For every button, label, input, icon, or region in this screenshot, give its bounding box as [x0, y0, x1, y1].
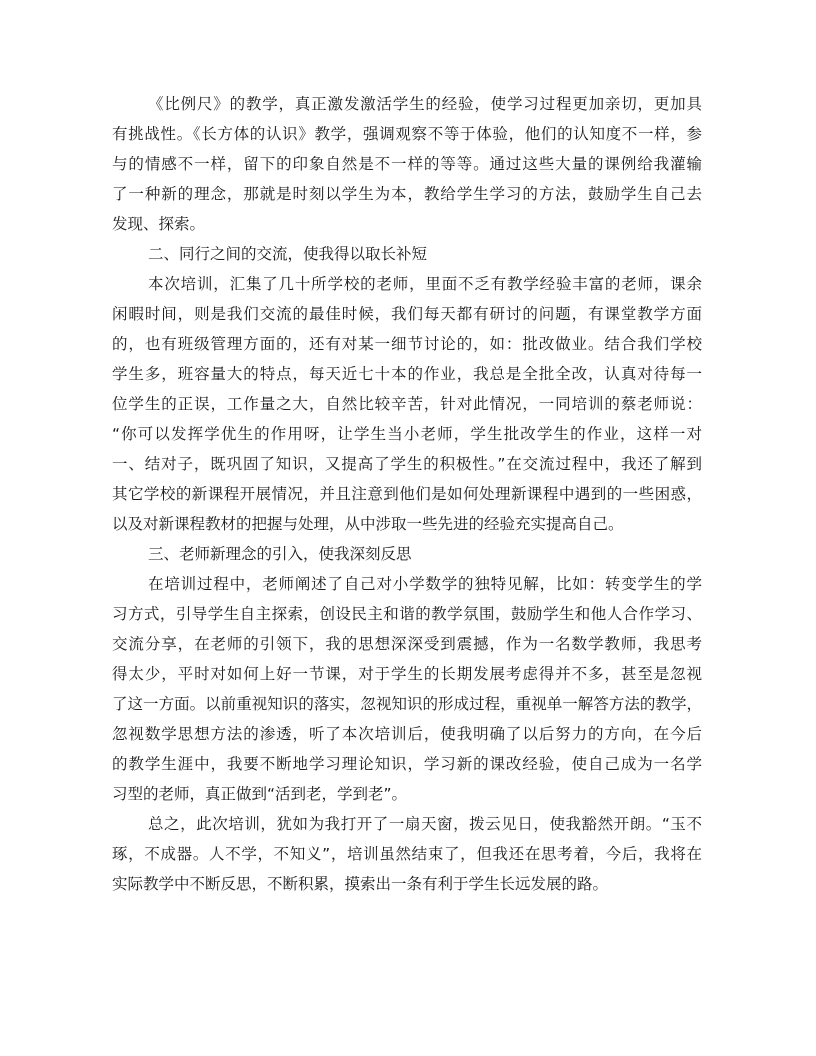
text-line: 与的情感不一样，留下的印象自然是不一样的等等。通过这些大量的课例给我灌输 — [112, 155, 702, 173]
text-line: 以及对新课程教材的把握与处理，从中涉取一些先进的经验充实提高自己。 — [112, 515, 624, 533]
document-body — [112, 89, 702, 899]
text-line: 位学生的正误，工作量之大，自然比较辛苦，针对此情况，一同培训的蔡老师说： — [112, 395, 702, 413]
text-line: 了一种新的理念，那就是时刻以学生为本，教给学生学习的方法，鼓励学生自己去 — [112, 185, 702, 203]
text-line: 习方式，引导学生自主探索，创设民主和谐的教学氛围，鼓励学生和他人合作学习、 — [112, 605, 702, 623]
text-line: 实际教学中不断反思，不断积累，摸索出一条有利于学生长远发展的路。 — [112, 875, 609, 893]
text-line: 习型的老师，真正做到“活到老，学到老”。 — [112, 785, 408, 803]
text-line: 总之，此次培训，犹如为我打开了一扇天窗，拨云见日，使我豁然开朗。“玉不 — [148, 815, 702, 833]
text-line: 的教学生涯中，我要不断地学习理论知识，学习新的课改经验，使自己成为一名学 — [112, 755, 702, 773]
text-line: 二、同行之间的交流，使我得以取长补短 — [148, 245, 428, 263]
text-line: 了这一方面。以前重视知识的落实，忽视知识的形成过程，重视单一解答方法的教学， — [112, 695, 702, 713]
text-line: 其它学校的新课程开展情况，并且注意到他们是如何处理新课程中遇到的一些困惑， — [112, 485, 702, 503]
text-line: 发现、探索。 — [112, 215, 206, 233]
text-line: 学生多，班容量大的特点，每天近七十本的作业，我总是全批全改，认真对待每一 — [112, 365, 702, 383]
text-line: 在培训过程中，老师阐述了自己对小学数学的独特见解，比如：转变学生的学 — [148, 575, 702, 593]
text-line: 琢，不成器。人不学，不知义”，培训虽然结束了，但我还在思考着，今后，我将在 — [112, 845, 702, 863]
text-line: 忽视数学思想方法的渗透，听了本次培训后，使我明确了以后努力的方向，在今后 — [112, 725, 702, 743]
text-line: 本次培训，汇集了几十所学校的老师，里面不乏有教学经验丰富的老师，课余 — [148, 275, 702, 293]
text-line: 闲暇时间，则是我们交流的最佳时候，我们每天都有研讨的问题，有课堂教学方面 — [112, 305, 702, 323]
text-line: 有挑战性。《长方体的认识》教学，强调观察不等于体验，他们的认知度不一样，参 — [112, 125, 702, 143]
text-line: 交流分享，在老师的引领下，我的思想深深受到震撼，作为一名数学教师，我思考 — [112, 635, 702, 653]
text-line: 的，也有班级管理方面的，还有对某一细节讨论的，如：批改做业。结合我们学校 — [112, 335, 702, 353]
text-line: 得太少，平时对如何上好一节课，对于学生的长期发展考虑得并不多，甚至是忽视 — [112, 665, 702, 683]
text-line: 三、老师新理念的引入，使我深刻反思 — [148, 545, 412, 563]
text-line: 《比例尺》的教学，真正激发激活学生的经验，使学习过程更加亲切，更加具 — [148, 95, 702, 113]
text-line: “你可以发挥学优生的作用呀，让学生当小老师，学生批改学生的作业，这样一对 — [112, 425, 702, 443]
text-line: 一、结对子，既巩固了知识，又提高了学生的积极性。”在交流过程中，我还了解到 — [112, 455, 702, 473]
